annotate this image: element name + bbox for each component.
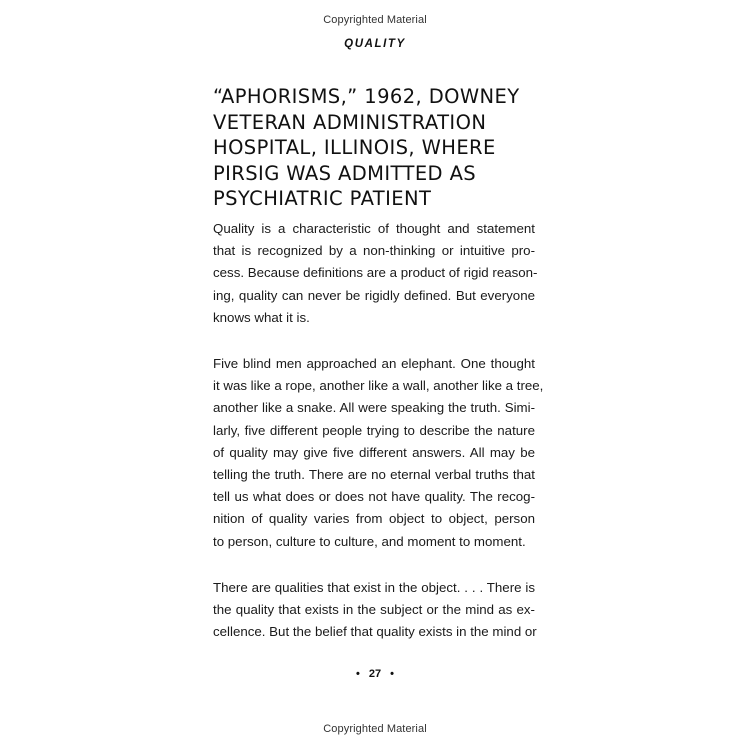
paragraph-blind-men-elephant [213,353,544,553]
running-head: QUALITY [344,38,406,50]
text-line: it was like a rope, another like a wall, another like a tree, [213,378,544,394]
text-line: ing, quality can never be rigidly defined. But everyone [213,287,535,303]
body-text [213,218,544,667]
text-line: telling the truth. There are no eternal verbal truths that [213,467,535,483]
text-line: that is recognized by a non-thinking or intuitive pro- [213,243,535,259]
copyright-notice-top: Copyrighted Material [323,14,427,26]
paragraph-quality-definition [213,218,538,329]
text-line: Quality is a characteristic of thought and statement [213,221,535,236]
section-heading: “APHORISMS,” 1962, DOWNEY VETERAN ADMINISTRATION HOSPITAL, ILLINOIS, WHERE PIRSIG WAS ADMITTED AS PSYCHIATRIC PATIENT [213,85,520,210]
text-line: There are qualities that exist in the object. . . . There is [213,579,535,595]
text-line: Five blind men approached an elephant. One thought [213,356,535,372]
bullet-icon: • [356,668,360,680]
paragraph-qualities-in-object [213,577,535,644]
page-number: 27 [368,668,382,680]
text-line: larly, five different people trying to describe the nature [213,422,535,438]
text-line: tell us what does or does not have quality. The recog- [213,489,535,505]
text-line: to person, culture to culture, and moment to moment. [213,533,526,549]
text-line: knows what it is. [213,309,310,325]
copyright-notice-bottom: Copyrighted Material [323,723,427,735]
text-line: cellence. But the belief that quality exists in the mind or [213,624,537,640]
text-line: of quality may give five different answers. All may be [213,444,535,460]
text-line: the quality that exists in the subject or the mind as ex- [213,602,535,618]
bullet-icon: • [390,668,394,680]
text-line: cess. Because definitions are a product of rigid reason- [213,265,538,281]
text-line: another like a snake. All were speaking the truth. Simi- [213,400,535,416]
text-line: nition of quality varies from object to object, person [213,511,535,527]
page-number-footer [0,668,750,680]
